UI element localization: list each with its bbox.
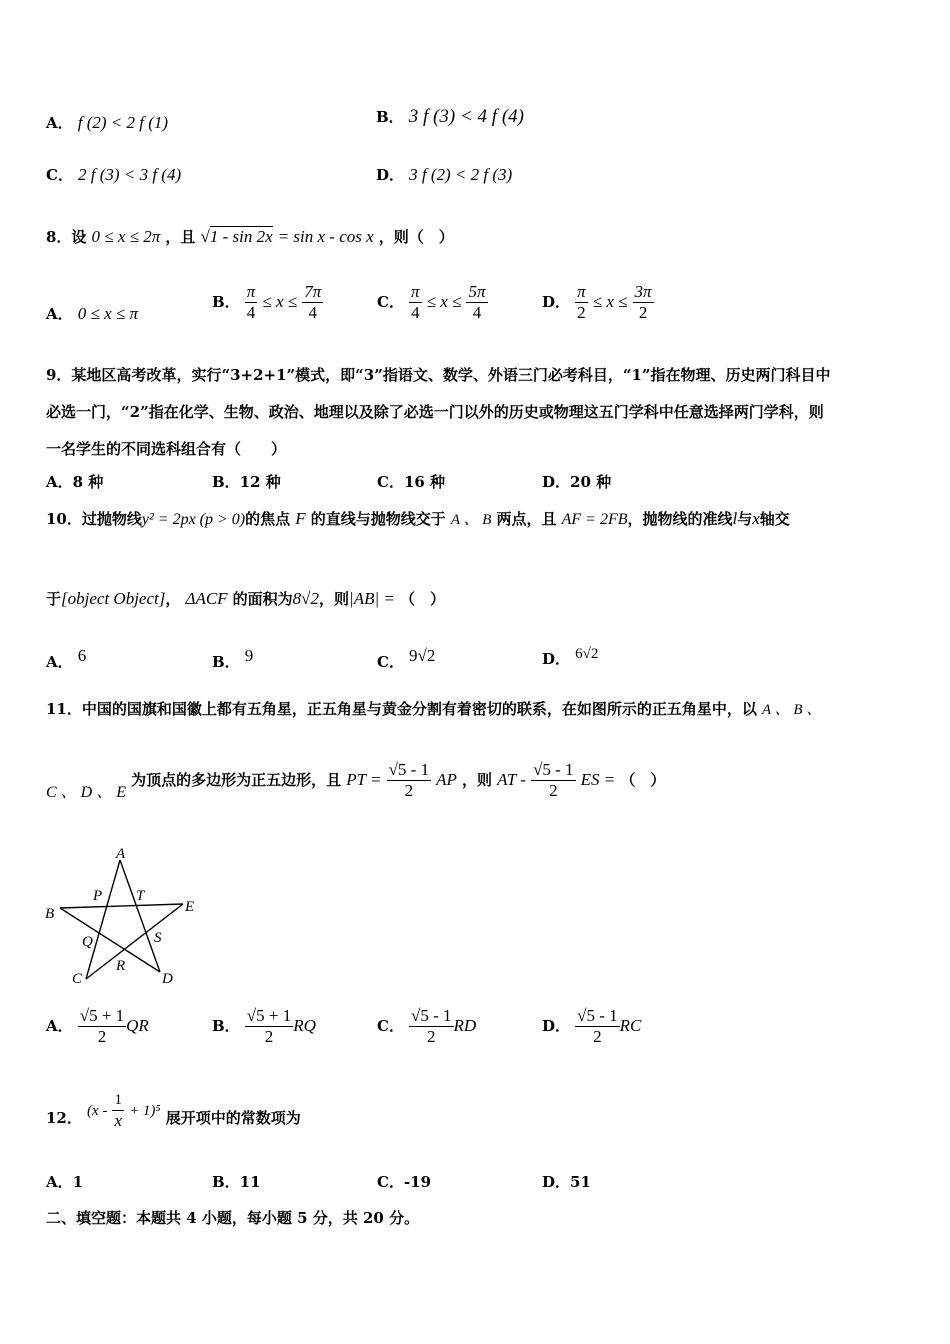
q7-option-c: C． 2 f (3) < 3 f (4)	[46, 165, 182, 184]
q10-stem-line2: 于[object Object]， ΔACF 的面积为8√2，则|AB| = （ ）	[46, 589, 445, 608]
sqrt-symbol: √	[200, 227, 210, 246]
star-label-a: A	[116, 846, 126, 862]
q9-option-a: A．8 种	[46, 473, 104, 491]
q9-line3: 一名学生的不同选科组合有（ ）	[46, 440, 287, 458]
q9-option-b: B．12 种	[212, 473, 281, 491]
star-label-t: T	[136, 888, 145, 904]
q10-option-b: B． 9	[212, 646, 254, 671]
q11-stem-line2: C 、 D 、 E 为顶点的多边形为正五边形，且 PT = $\frac{√5 - 1}{2}$ AP ，则 AT - $\frac{√5 - 1}{2}$ ES = （ ）	[46, 760, 666, 801]
q8-option-a: A． 0 ≤ x ≤ π	[46, 304, 138, 323]
section-2-heading: 二、填空题：本题共 4 小题，每小题 5 分，共 20 分。	[46, 1209, 420, 1227]
star-edge-be	[60, 904, 183, 908]
q10-option-d: D． 6√2	[542, 646, 599, 668]
star-label-c: C	[72, 971, 83, 987]
q8-option-d: D． $\frac{\pi}{2}$ ≤ x ≤ $\frac{3\pi}{2}$	[542, 282, 652, 322]
q10-option-c: C． 9√2	[377, 646, 436, 671]
q9-line2: 必选一门，“2”指在化学、生物、政治、地理以及除了必选一门以外的历史或物理这五门学科中任意选择两门学科，则	[46, 403, 824, 421]
q12-stem: 12． (x - $\frac{1}{x}$ + 1)⁵ 展开项中的常数项为	[46, 1092, 301, 1130]
star-edge-ec	[86, 904, 183, 979]
star-label-q: Q	[82, 934, 93, 950]
q10-option-a: A． 6	[46, 646, 87, 671]
q11-option-b: B． $\frac{√5 + 1}{2}$ RQ	[212, 1006, 316, 1046]
q12-option-c: C．-19	[377, 1173, 432, 1191]
q7-option-d: D． 3 f (2) < 2 f (3)	[376, 165, 513, 184]
q10-stem-line1: 10．过抛物线y² = 2px (p > 0)的焦点 F 的直线与抛物线交于 A 、 B 两点，且 AF = 2FB，抛物线的准线l与x轴交	[46, 509, 790, 528]
q11-stem-line1: 11．中国的国旗和国徽上都有五角星，正五角星与黄金分割有着密切的联系，在如图所示的正五角星中，以 A 、 B 、	[46, 700, 822, 718]
q11-option-a: A． $\frac{√5 + 1}{2}$ QR	[46, 1006, 149, 1046]
q11-option-d: D． $\frac{√5 - 1}{2}$ RC	[542, 1006, 642, 1046]
star-label-p: P	[93, 888, 103, 904]
star-label-s: S	[154, 930, 162, 946]
q12-option-d: D．51	[542, 1173, 591, 1191]
q8-option-c: C． $\frac{\pi}{4}$ ≤ x ≤ $\frac{5\pi}{4}$	[377, 282, 486, 322]
q8-stem: 8．设 0 ≤ x ≤ 2π ，且 √1 - sin 2x = sin x - cos x ，则（ ）	[46, 227, 454, 246]
star-label-e: E	[185, 899, 195, 915]
q9-option-c: C．16 种	[377, 473, 446, 491]
star-label-b: B	[45, 906, 55, 922]
q7-option-b: B． 3 f (3) < 4 f (4)	[376, 106, 524, 127]
q9-option-d: D．20 种	[542, 473, 612, 491]
star-edge-ac	[86, 860, 120, 979]
star-label-r: R	[116, 958, 126, 974]
q8-option-b: B． $\frac{\pi}{4}$ ≤ x ≤ $\frac{7\pi}{4}$	[212, 282, 322, 322]
q7-option-a: A． f (2) < 2 f (1)	[46, 113, 169, 132]
q11-option-c: C． $\frac{√5 - 1}{2}$ RD	[377, 1006, 477, 1046]
q12-option-a: A．1	[46, 1173, 84, 1191]
q9-line1: 9．某地区高考改革，实行“3+2+1”模式，即“3”指语文、数学、外语三门必考科目，“1”指在物理、历史两门科目中	[46, 366, 831, 384]
star-edge-bd	[60, 908, 160, 972]
pentagram-figure	[40, 842, 210, 992]
star-label-d: D	[162, 971, 173, 987]
star-edge-ad	[120, 860, 160, 972]
q12-option-b: B．11	[212, 1173, 261, 1191]
